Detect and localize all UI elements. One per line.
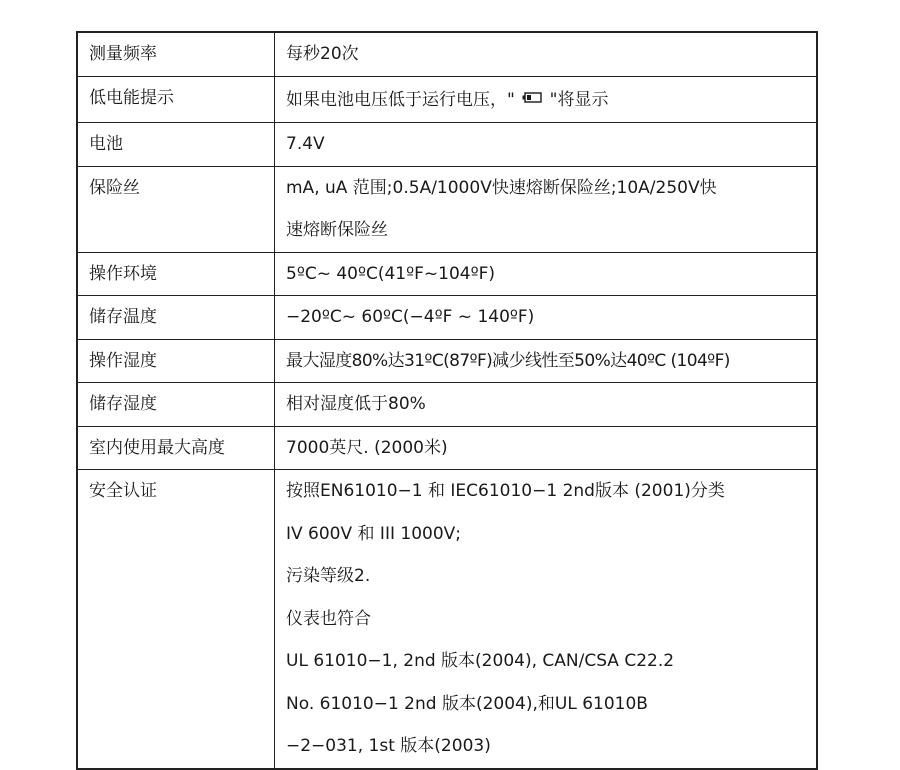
table-row bbox=[77, 383, 817, 427]
table-row bbox=[77, 296, 817, 340]
row-label: 测量频率 bbox=[77, 32, 275, 76]
row-label: 室内使用最大高度 bbox=[77, 426, 275, 470]
value-line: 按照EN61010−1 和 IEC61010−1 2nd版本 (2001)分类 bbox=[286, 481, 725, 501]
value-line: IV 600V 和 III 1000V; bbox=[286, 523, 461, 544]
table-row bbox=[77, 76, 817, 123]
value-line: UL 61010−1, 2nd 版本(2004), CAN/CSA C22.2 bbox=[286, 651, 675, 671]
table-row bbox=[77, 252, 817, 296]
value-line: 7000英尺. (2000米) bbox=[286, 437, 448, 458]
table-row bbox=[77, 339, 817, 383]
row-value bbox=[275, 32, 818, 76]
value-line: 速熔断保险丝 bbox=[286, 220, 388, 240]
row-value bbox=[275, 123, 818, 167]
value-line: 污染等级2. bbox=[286, 566, 371, 586]
row-value bbox=[275, 296, 818, 340]
spec-table bbox=[76, 31, 818, 770]
table-row bbox=[77, 470, 817, 769]
row-value bbox=[275, 252, 818, 296]
row-label: 电池 bbox=[77, 123, 275, 167]
row-value bbox=[275, 339, 818, 383]
value-line: 相对湿度低于80% bbox=[286, 394, 426, 414]
row-value bbox=[275, 76, 818, 123]
value-line: 7.4V bbox=[286, 134, 325, 154]
value-line: 5ºC~ 40ºC(41ºF~104ºF) bbox=[286, 263, 496, 284]
table-row bbox=[77, 32, 817, 76]
value-text-post: "将显示 bbox=[544, 89, 609, 110]
battery-icon bbox=[522, 77, 542, 120]
row-value bbox=[275, 166, 818, 252]
row-label: 操作湿度 bbox=[77, 339, 275, 383]
table-row bbox=[77, 426, 817, 470]
value-line: 每秒20次 bbox=[286, 44, 359, 64]
value-line: 最大湿度80%达31ºC(87ºF)减少线性至50%达40ºC (104ºF) bbox=[286, 350, 730, 371]
value-line: mA, uA 范围;0.5A/1000V快速熔断保险丝;10A/250V快 bbox=[286, 177, 717, 198]
row-label: 操作环境 bbox=[77, 252, 275, 296]
row-label: 储存温度 bbox=[77, 296, 275, 340]
row-label: 安全认证 bbox=[77, 470, 275, 769]
value-text-pre: 如果电池电压低于运行电压，" bbox=[286, 89, 521, 110]
row-label: 储存湿度 bbox=[77, 383, 275, 427]
row-value bbox=[275, 426, 818, 470]
value-line: 仪表也符合 bbox=[286, 608, 371, 629]
value-line bbox=[286, 77, 816, 123]
table-row bbox=[77, 123, 817, 167]
row-value bbox=[275, 383, 818, 427]
value-line: −2−031, 1st 版本(2003) bbox=[286, 736, 491, 756]
row-value bbox=[275, 470, 818, 769]
table-row bbox=[77, 166, 817, 252]
row-label: 保险丝 bbox=[77, 166, 275, 252]
value-line: No. 61010−1 2nd 版本(2004),和UL 61010B bbox=[286, 693, 648, 714]
value-line: −20ºC~ 60ºC(−4ºF ~ 140ºF) bbox=[286, 307, 535, 327]
row-label: 低电能提示 bbox=[77, 76, 275, 123]
